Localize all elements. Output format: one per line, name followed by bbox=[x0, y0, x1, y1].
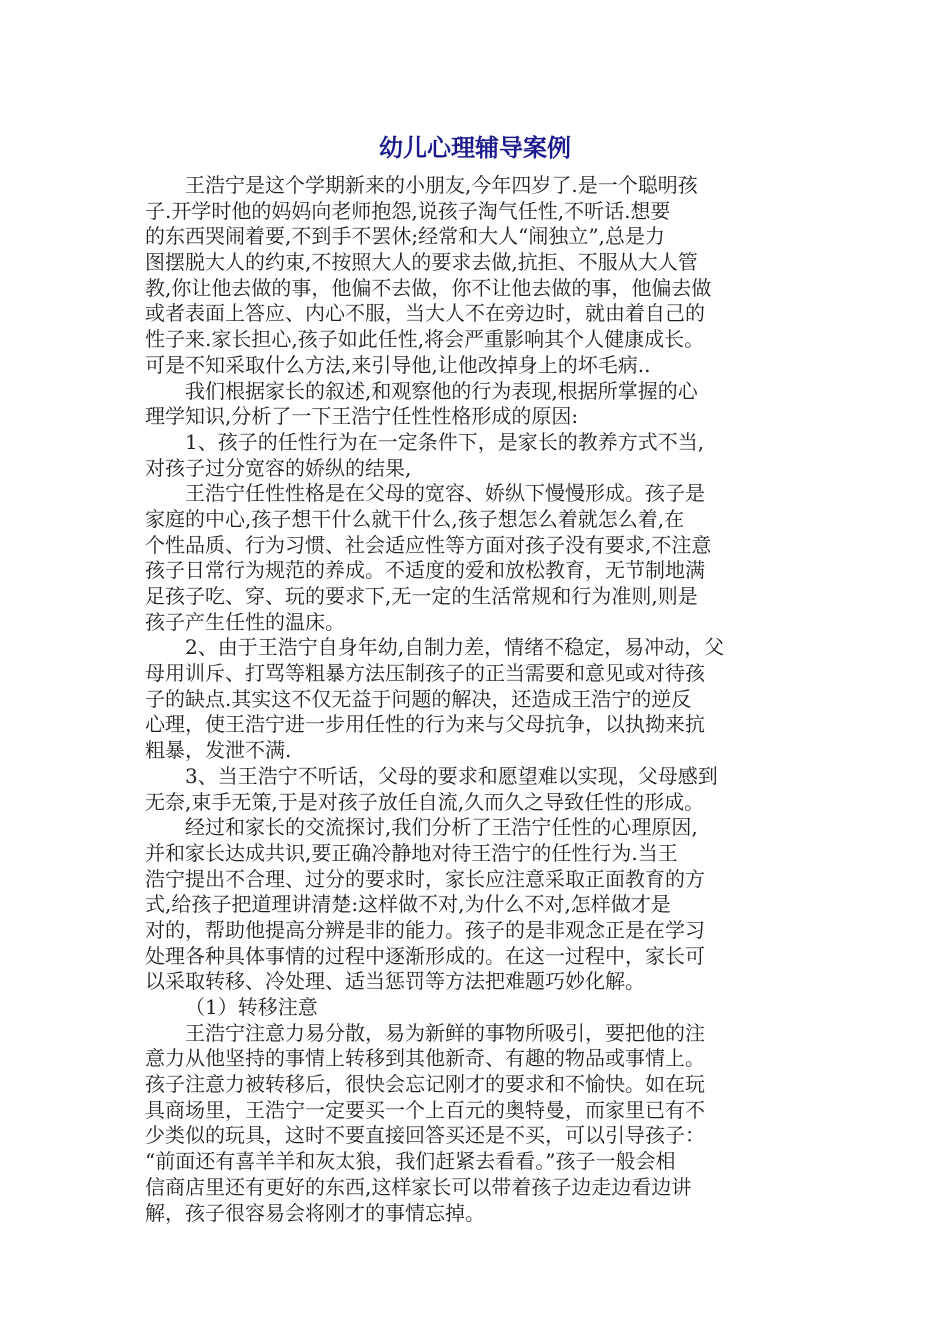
text-line: 王浩宁是这个学期新来的小朋友,今年四岁了.是一个聪明孩 bbox=[185, 173, 698, 197]
text-line: 或者表面上答应、内心不服，当大人不在旁边时，就由着自己的 bbox=[145, 301, 705, 326]
text-line: （1）转移注意 bbox=[185, 995, 318, 1019]
text-line: 我们根据家长的叙述,和观察他的行为表现,根据所掌握的心 bbox=[185, 378, 698, 403]
document-body bbox=[145, 173, 815, 1226]
text-line: 足孩子吃、穿、玩的要求下,无一定的生活常规和行为准则,则是 bbox=[145, 584, 698, 608]
text-line: 对的，帮助他提高分辨是非的能力。孩子的是非观念正是在学习 bbox=[145, 917, 705, 942]
text-line: 孩子注意力被转移后，很快会忘记刚才的要求和不愉快。如在玩 bbox=[145, 1072, 705, 1097]
text-line: 式,给孩子把道理讲清楚:这样做不对,为什么不对,怎样做才是 bbox=[145, 892, 671, 917]
text-line: 孩子产生任性的温床。 bbox=[145, 609, 345, 634]
text-line: 个性品质、行为习惯、社会适应性等方面对孩子没有要求,不注意 bbox=[145, 532, 712, 557]
text-line: 母用训斥、打骂等粗暴方法压制孩子的正当需要和意见或对待孩 bbox=[145, 661, 705, 686]
text-line: 对孩子过分宽容的娇纵的结果, bbox=[145, 455, 412, 480]
text-line: 图摆脱大人的约束,不按照大人的要求去做,抗拒、不服从大人管 bbox=[145, 250, 698, 275]
text-line: 可是不知采取什么方法,来引导他,让他改掉身上的坏毛病.. bbox=[145, 352, 651, 377]
text-line: 意力从他坚持的事情上转移到其他新奇、有趣的物品或事情上。 bbox=[145, 1046, 705, 1071]
text-line: 具商场里，王浩宁一定要买一个上百元的奥特曼，而家里已有不 bbox=[145, 1097, 705, 1122]
text-line: 浩宁提出不合理、过分的要求时，家长应注意采取正面教育的方 bbox=[145, 866, 705, 891]
text-line: 3、当王浩宁不听话，父母的要求和愿望难以实现，父母感到 bbox=[185, 763, 718, 788]
text-line: 心理，使王浩宁进一步用任性的行为来与父母抗争，以执拗来抗 bbox=[145, 712, 705, 737]
text-line: 性子来.家长担心,孩子如此任性,将会严重影响其个人健康成长。 bbox=[145, 327, 705, 352]
document-title: 幼儿心理辅导案例 bbox=[379, 134, 571, 162]
text-line: “前面还有喜羊羊和灰太狼，我们赶紧去看看。”孩子一般会相 bbox=[145, 1149, 676, 1174]
text-line: 子的缺点.其实这不仅无益于问题的解决，还造成王浩宁的逆反 bbox=[145, 686, 692, 711]
text-line: 少类似的玩具，这时不要直接回答买还是不买，可以引导孩子： bbox=[145, 1123, 705, 1148]
text-line: 解，孩子很容易会将刚才的事情忘掉。 bbox=[145, 1200, 485, 1225]
text-line: 孩子日常行为规范的养成。不适度的爱和放松教育，无节制地满 bbox=[145, 558, 705, 583]
text-line: 处理各种具体事情的过程中逐渐形成的。在这一过程中，家长可 bbox=[145, 943, 705, 968]
text-line: 王浩宁任性性格是在父母的宽容、娇纵下慢慢形成。孩子是 bbox=[185, 481, 705, 506]
text-line: 2、由于王浩宁自身年幼,自制力差，情绪不稳定，易冲动，父 bbox=[185, 635, 725, 660]
text-line: 并和家长达成共识,要正确冷静地对待王浩宁的任性行为.当王 bbox=[145, 840, 678, 865]
text-line: 经过和家长的交流探讨,我们分析了王浩宁任性的心理原因, bbox=[185, 815, 698, 840]
text-line: 1、孩子的任性行为在一定条件下，是家长的教养方式不当, bbox=[185, 429, 705, 454]
text-line: 的东西哭闹着要,不到手不罢休;经常和大人“闹独立”,总是力 bbox=[145, 224, 665, 249]
text-line: 教,你让他去做的事，他偏不去做，你不让他去做的事，他偏去做 bbox=[145, 275, 712, 300]
text-line: 无奈,束手无策,于是对孩子放任自流,久而久之导致任性的形成。 bbox=[145, 789, 705, 814]
text-line: 粗暴，发泄不满. bbox=[145, 738, 292, 763]
text-line: 以采取转移、冷处理、适当惩罚等方法把难题巧妙化解。 bbox=[145, 969, 645, 994]
text-line: 子.开学时他的妈妈向老师抱怨,说孩子淘气任性,不听话.想要 bbox=[145, 198, 671, 223]
text-line: 理学知识,分析了一下王浩宁任性性格形成的原因: bbox=[145, 404, 579, 429]
text-line: 王浩宁注意力易分散，易为新鲜的事物所吸引，要把他的注 bbox=[185, 1020, 705, 1045]
text-line: 信商店里还有更好的东西,这样家长可以带着孩子边走边看边讲 bbox=[145, 1174, 692, 1199]
text-line: 家庭的中心,孩子想干什么就干什么,孩子想怎么着就怎么着,在 bbox=[145, 506, 685, 531]
